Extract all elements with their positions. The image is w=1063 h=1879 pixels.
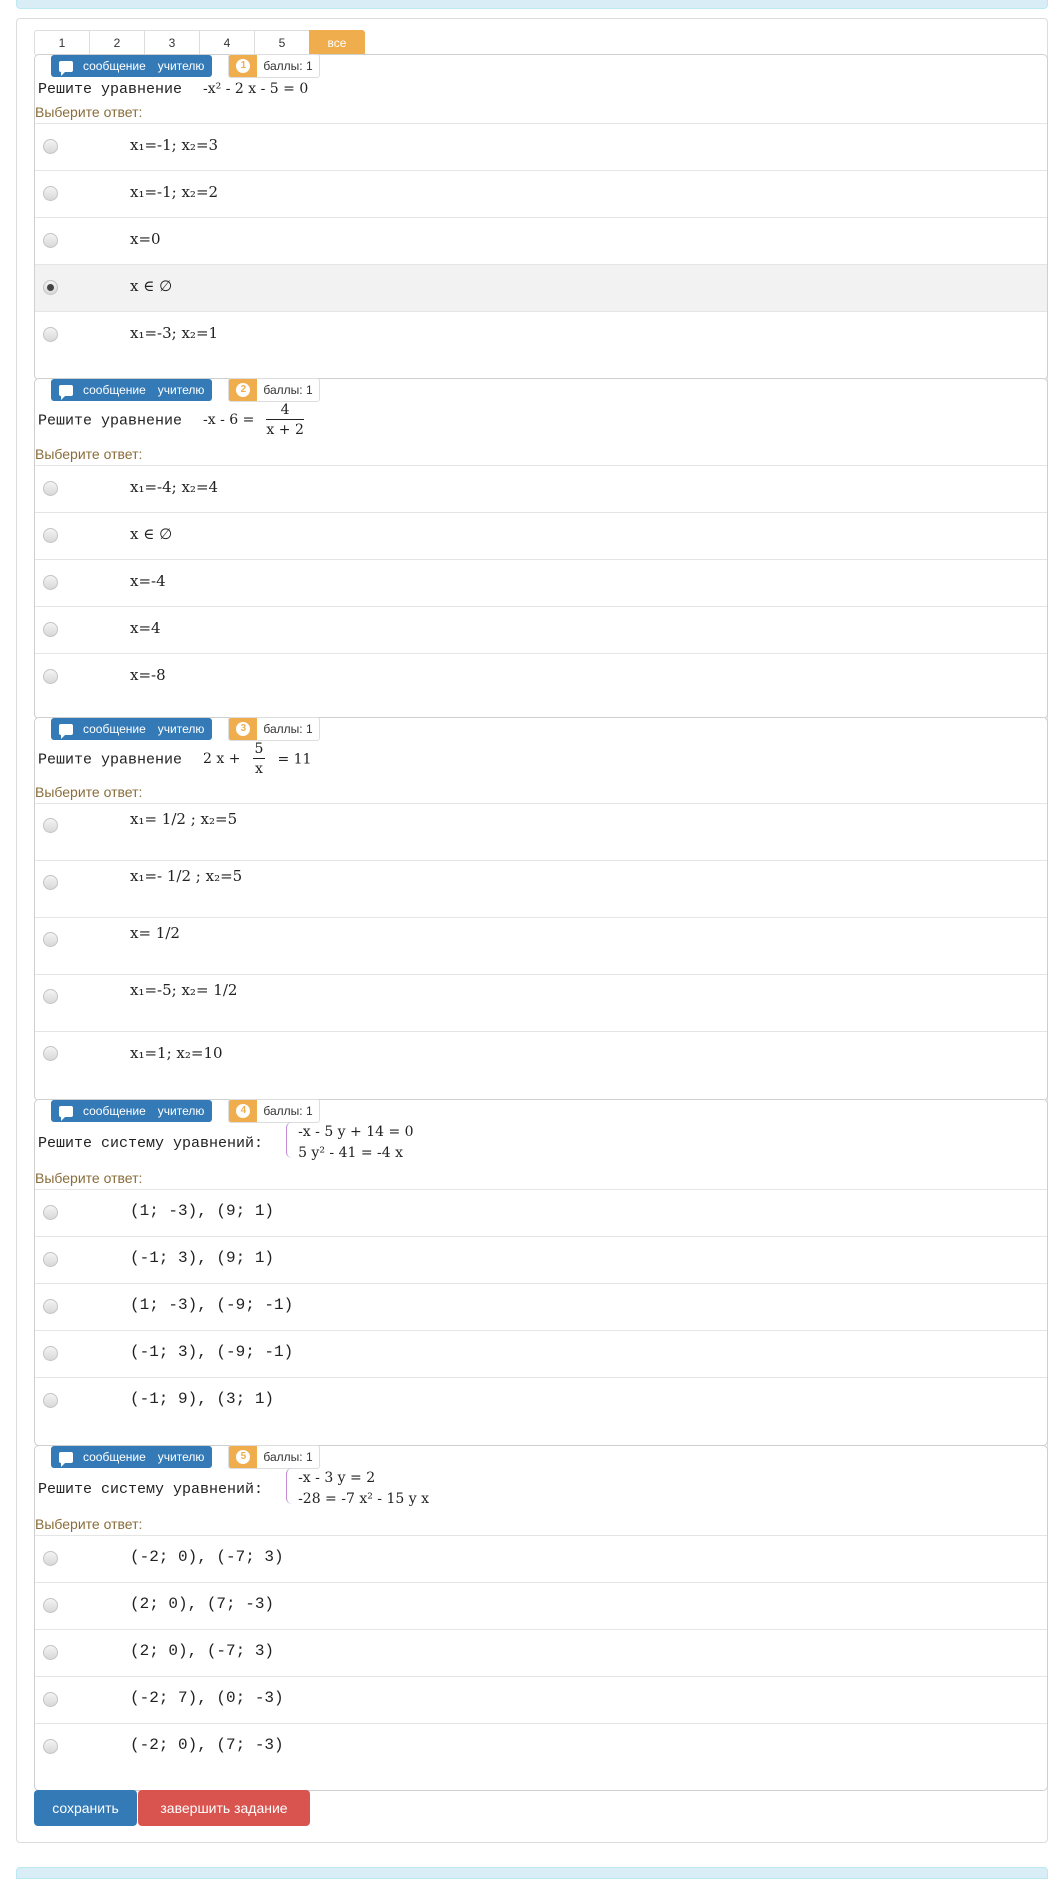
answer-text: x=0 (130, 230, 161, 248)
system-line-2: -28 = -7 x² - 15 y x (298, 1491, 429, 1507)
answer-text: x₁= 1/2 ; x₂=5 (130, 810, 238, 828)
teacher-label: учителю (157, 59, 205, 73)
answer-text: x₁=- 1/2 ; x₂=5 (130, 867, 243, 885)
radio-button-checked[interactable] (43, 280, 58, 295)
radio-button[interactable] (43, 1393, 58, 1408)
answer-text: (-2; 0), (7; -3) (130, 1736, 284, 1754)
answer-text: x₁=-1; x₂=3 (130, 136, 219, 154)
question-prompt: Решите системy уравнений: (38, 1480, 264, 1498)
radio-button[interactable] (43, 1299, 58, 1314)
answer-option[interactable] (35, 560, 1047, 607)
top-alert-strip (16, 0, 1048, 9)
points-label: баллы: 1 (257, 722, 318, 736)
pager-item-all[interactable]: все (309, 30, 365, 56)
radio-button[interactable] (43, 528, 58, 543)
radio-button[interactable] (43, 669, 58, 684)
answer-text: (-2; 7), (0; -3) (130, 1689, 284, 1707)
question-header (51, 718, 320, 740)
question-prompt: Решите уравнение (38, 412, 183, 430)
pager-item-5[interactable]: 5 (254, 30, 310, 56)
radio-button[interactable] (43, 818, 58, 833)
numerator: 4 (266, 401, 303, 420)
choose-answer-label: Выберите ответ: (35, 1170, 143, 1186)
answer-option-selected[interactable] (35, 265, 1047, 312)
chat-icon (59, 61, 73, 72)
answer-option[interactable] (35, 1190, 1047, 1237)
question-prompt: Решите системy уравнений: (38, 1134, 264, 1152)
question-header (51, 1100, 320, 1122)
answer-option[interactable] (35, 1677, 1047, 1724)
points-label: баллы: 1 (257, 1104, 318, 1118)
radio-button[interactable] (43, 1205, 58, 1220)
question-text (38, 1468, 429, 1510)
answer-list (35, 465, 1047, 700)
radio-button[interactable] (43, 1692, 58, 1707)
radio-button[interactable] (43, 481, 58, 496)
answer-text: x₁=-1; x₂=2 (130, 183, 219, 201)
radio-button[interactable] (43, 139, 58, 154)
answer-text: x=-8 (130, 666, 166, 684)
question-pager (34, 30, 365, 56)
fraction (266, 401, 303, 440)
equation-system (286, 1122, 414, 1164)
save-button[interactable]: сохранить (34, 1790, 137, 1826)
points-label: баллы: 1 (257, 59, 318, 73)
question-card-1 (34, 54, 1048, 380)
radio-button[interactable] (43, 932, 58, 947)
answer-list (35, 123, 1047, 358)
teacher-label: учителю (157, 1450, 205, 1464)
question-text (38, 401, 307, 440)
message-label: сообщение (83, 722, 146, 736)
points-label: баллы: 1 (257, 1450, 318, 1464)
radio-button[interactable] (43, 327, 58, 342)
numerator: 5 (254, 741, 264, 757)
question-text (38, 740, 311, 779)
answer-option[interactable] (35, 607, 1047, 654)
choose-answer-label: Выберите ответ: (35, 104, 143, 120)
answer-text: (-2; 0), (-7; 3) (130, 1548, 284, 1566)
answer-text: x= 1/2 (130, 924, 180, 942)
teacher-label: учителю (157, 1104, 205, 1118)
radio-button[interactable] (43, 1551, 58, 1566)
chat-icon (59, 1452, 73, 1463)
answer-option[interactable] (35, 1032, 1047, 1088)
answer-text: x₁=1; x₂=10 (130, 1044, 223, 1062)
radio-button[interactable] (43, 575, 58, 590)
question-header (51, 1446, 320, 1468)
answer-text: x=4 (130, 619, 161, 637)
answer-option[interactable] (35, 218, 1047, 265)
answer-option[interactable] (35, 654, 1047, 700)
question-text (38, 81, 308, 98)
answer-option[interactable] (35, 1237, 1047, 1284)
message-teacher-button[interactable] (51, 718, 212, 740)
question-number: 1 (236, 59, 250, 73)
pager-item-3[interactable]: 3 (144, 30, 200, 56)
question-card-3 (34, 717, 1048, 1101)
choose-answer-label: Выберите ответ: (35, 784, 143, 800)
points-badge (228, 378, 319, 402)
choose-answer-label: Выберите ответ: (35, 446, 143, 462)
question-header (51, 379, 320, 401)
answer-text: x=-4 (130, 572, 166, 590)
message-teacher-button[interactable] (51, 1446, 212, 1468)
pager-item-1[interactable]: 1 (34, 30, 90, 56)
brace-icon (286, 1468, 295, 1504)
teacher-label: учителю (157, 383, 205, 397)
chat-icon (59, 1106, 73, 1117)
equation-left: 2 x + (203, 751, 241, 768)
question-card-2 (34, 378, 1048, 719)
answer-option[interactable] (35, 513, 1047, 560)
equation-system (286, 1468, 429, 1510)
answer-option[interactable] (35, 975, 1047, 1032)
equation-right: = 11 (277, 751, 312, 768)
equation-left: -x - 6 = (203, 412, 255, 429)
message-label: сообщение (83, 1104, 146, 1118)
answer-list (35, 803, 1047, 1088)
answer-text: (1; -3), (-9; -1) (130, 1296, 294, 1314)
radio-button[interactable] (43, 622, 58, 637)
pager-item-2[interactable]: 2 (89, 30, 145, 56)
answer-text: (1; -3), (9; 1) (130, 1202, 275, 1220)
points-badge (228, 717, 319, 741)
answer-option[interactable] (35, 918, 1047, 975)
radio-button[interactable] (43, 186, 58, 201)
radio-button[interactable] (43, 1252, 58, 1267)
radio-button[interactable] (43, 1046, 58, 1061)
radio-button[interactable] (43, 989, 58, 1004)
answer-option[interactable] (35, 312, 1047, 358)
chat-icon (59, 724, 73, 735)
answer-option[interactable] (35, 1284, 1047, 1331)
message-teacher-button[interactable] (51, 55, 212, 77)
question-card-4 (34, 1099, 1048, 1446)
points-badge (228, 1445, 319, 1469)
system-line-1: -x - 5 y + 14 = 0 (298, 1124, 414, 1140)
points-label: баллы: 1 (257, 383, 318, 397)
answer-text: x₁=-5; x₂= 1/2 (130, 981, 238, 999)
radio-button[interactable] (43, 1739, 58, 1754)
answer-text: x₁=-3; x₂=1 (130, 324, 219, 342)
equation: -x² - 2 x - 5 = 0 (203, 81, 309, 97)
answer-option[interactable] (35, 466, 1047, 513)
question-prompt: Решите уравнение (38, 751, 183, 769)
question-prompt: Решите уравнение (38, 81, 183, 98)
system-line-2: 5 y² - 41 = -4 x (298, 1145, 404, 1161)
system-line-1: -x - 3 y = 2 (298, 1470, 376, 1486)
radio-button[interactable] (43, 1645, 58, 1660)
bottom-alert-strip (16, 1867, 1048, 1879)
answer-option[interactable] (35, 1536, 1047, 1583)
message-label: сообщение (83, 383, 146, 397)
radio-button[interactable] (43, 1598, 58, 1613)
question-number: 5 (236, 1450, 250, 1464)
answer-option[interactable] (35, 1724, 1047, 1770)
answer-list (35, 1189, 1047, 1424)
answer-text: x ∈ ∅ (130, 277, 173, 295)
message-teacher-button[interactable] (51, 379, 212, 401)
message-label: сообщение (83, 59, 146, 73)
answer-list (35, 1535, 1047, 1770)
answer-text: x₁=-4; x₂=4 (130, 478, 219, 496)
message-label: сообщение (83, 1450, 146, 1464)
answer-text: (2; 0), (7; -3) (130, 1595, 275, 1613)
answer-text: (2; 0), (-7; 3) (130, 1642, 275, 1660)
finish-task-button[interactable]: завершить задание (138, 1790, 310, 1826)
denominator: x (255, 761, 263, 777)
message-teacher-button[interactable] (51, 1100, 212, 1122)
question-card-5 (34, 1445, 1048, 1791)
answer-text: (-1; 9), (3; 1) (130, 1390, 275, 1408)
question-number: 3 (236, 722, 250, 736)
teacher-label: учителю (157, 722, 205, 736)
answer-text: x ∈ ∅ (130, 525, 173, 543)
denominator: x + 2 (266, 422, 304, 438)
fraction (253, 740, 266, 779)
radio-button[interactable] (43, 233, 58, 248)
points-badge (228, 1099, 319, 1123)
answer-option[interactable] (35, 861, 1047, 918)
points-badge (228, 54, 319, 78)
answer-option[interactable] (35, 171, 1047, 218)
answer-option[interactable] (35, 804, 1047, 861)
question-text (38, 1122, 414, 1164)
answer-option[interactable] (35, 1583, 1047, 1630)
question-header (51, 55, 320, 77)
choose-answer-label: Выберите ответ: (35, 1516, 143, 1532)
answer-option[interactable] (35, 1331, 1047, 1378)
answer-option[interactable] (35, 1630, 1047, 1677)
radio-button[interactable] (43, 1346, 58, 1361)
pager-item-4[interactable]: 4 (199, 30, 255, 56)
answer-text: (-1; 3), (9; 1) (130, 1249, 275, 1267)
chat-icon (59, 385, 73, 396)
question-number: 4 (236, 1104, 250, 1118)
brace-icon (286, 1122, 295, 1158)
answer-text: (-1; 3), (-9; -1) (130, 1343, 294, 1361)
answer-option[interactable] (35, 124, 1047, 171)
question-number: 2 (236, 383, 250, 397)
radio-button[interactable] (43, 875, 58, 890)
answer-option[interactable] (35, 1378, 1047, 1424)
